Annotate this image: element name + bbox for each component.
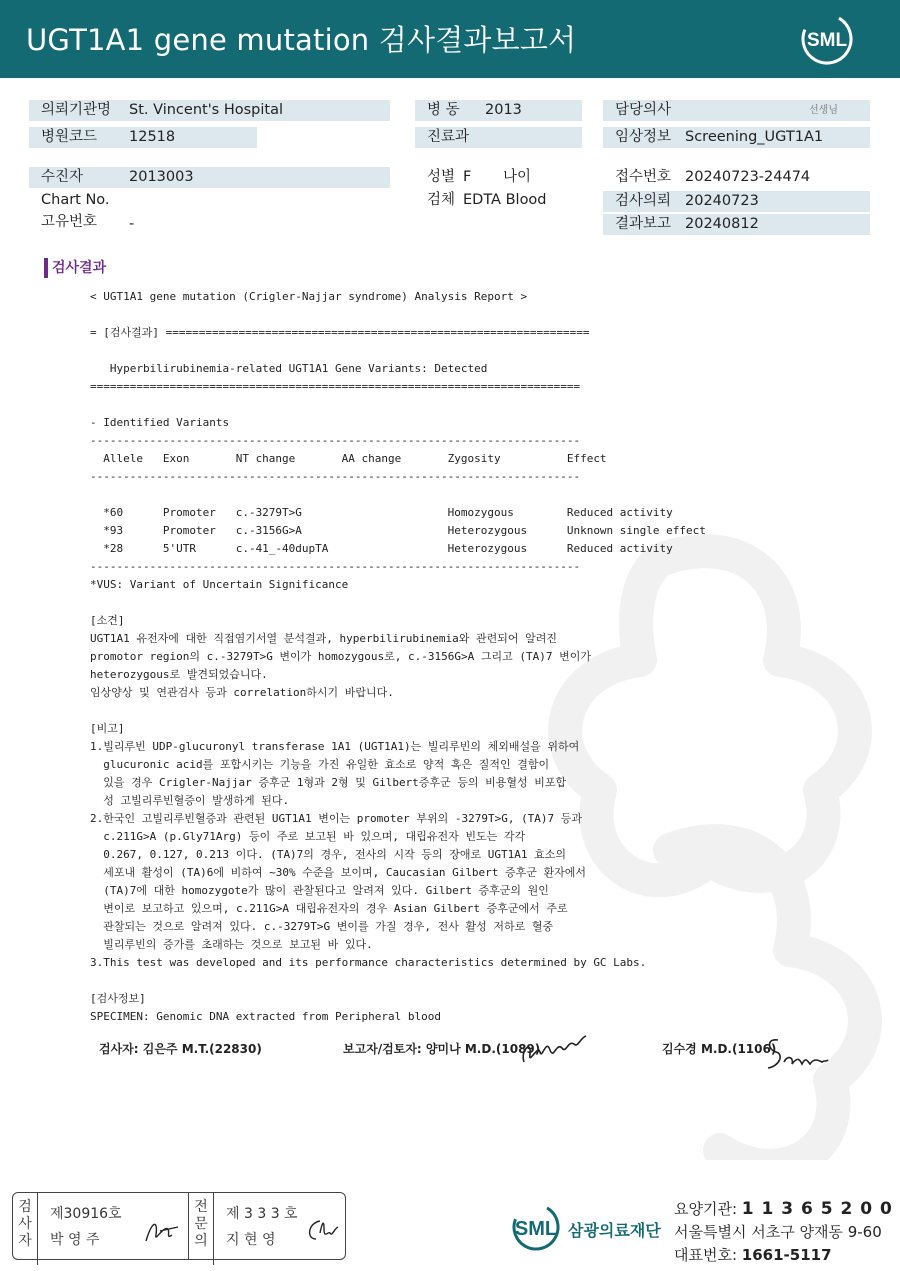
opinion-line: promotor region의 c.-3279T>G 변이가 homozygous로, c.-3156G>A 그리고 (TA)7 변이가 [90,650,591,663]
footer-org-name: 삼광의료재단 [568,1221,661,1240]
chart-field [29,190,390,211]
tester-stamp-signature-icon [142,1215,182,1245]
request-label: 검사의뢰 [615,193,672,209]
third-handwritten-signature-icon [764,1032,830,1074]
tester-license-name: 박 영 주 [50,1232,100,1248]
tester-license-number: 제30916호 [50,1206,122,1222]
report-heading: < UGT1A1 gene mutation (Crigler-Najjar syndrome) Analysis Report > [90,290,528,303]
clinical-value: Screening_UGT1A1 [685,129,824,145]
dash-separator: -------------------------------------------------------------------------- [90,434,581,447]
hospital-code-field [29,127,257,148]
specimen-value: EDTA Blood [463,192,547,208]
equals-separator: ========================================================================== [90,380,581,393]
remarks-line: 0.267, 0.127, 0.213 이다. (TA)7의 경우, 전사의 시작 등의 장애로 UGT1A1 효소의 [90,848,567,861]
dept-label: 진료과 [427,129,470,145]
detected-line: Hyperbilirubinemia-related UGT1A1 Gene Variants: Detected [90,362,488,375]
receipt-label: 접수번호 [615,169,672,185]
ward-value: 2013 [485,102,522,118]
ward-label: 병 동 [427,102,460,118]
sex-age-field [415,167,595,188]
footer-address: 서울특별시 서초구 양재동 9-60 [674,1223,882,1241]
variant-table-header: Allele Exon NT change AA change Zygosity Effect [90,452,607,465]
unique-value: - [129,216,135,232]
license-stamp-box [12,1192,346,1260]
tester-vertical-label: 검 사 자 [13,1193,38,1265]
reporter-handwritten-signature-icon [518,1030,588,1070]
remarks-line: glucuronic acid를 포합시키는 기능을 가진 유일한 효소로 양적 혹은 질적인 결함이 [90,758,550,771]
remarks-line: 변이로 보고하고 있으며, c.211G>A 대립유전자의 경우 Asian Gilbert 증후군에서 주로 [90,902,568,915]
clinical-field [603,127,870,148]
dash-separator: -------------------------------------------------------------------------- [90,560,581,573]
opinion-line: 임상양상 및 연관검사 등과 correlation하시기 바랍니다. [90,686,394,699]
remarks-line: 있을 경우 Crigler-Najjar 증후군 1형과 2형 및 Gilbert증후군 등의 비용혈성 비포합 [90,776,567,789]
remarks-line: 관찰되는 것으로 알려져 있다. c.-3279T>G 변이를 가질 경우, 전사 활성 저하로 혈중 [90,920,554,933]
hospital-field [29,100,390,121]
hospital-code-label: 병원코드 [41,129,98,145]
vus-note: *VUS: Variant of Uncertain Significance [90,578,349,591]
footer-phone [674,1244,832,1265]
report-header [0,0,900,78]
specialist-license-name: 지 현 영 [226,1232,276,1248]
clinical-label: 임상정보 [615,129,672,145]
remarks-title: [비고] [90,722,125,735]
svg-text:SML: SML [514,1218,558,1240]
opinion-line: UGT1A1 유전자에 대한 직접염기서열 분석결과, hyperbilirubinemia와 관련되어 알려진 [90,632,557,645]
doctor-label: 담당의사 [615,102,672,118]
chart-label: Chart No. [41,192,110,208]
receipt-field [603,167,870,188]
variant-row: *93 Promoter c.-3156G>A Heterozygous Unknown single effect [90,524,706,537]
doctor-field [603,100,870,121]
remarks-line: 성 고빌리루빈혈증이 발생하게 된다. [90,794,290,807]
third-signature: 김수경 M.D.(1106) [662,1042,777,1056]
reporter-signature: 보고자/검토자: 양미나 M.D.(1089) [343,1042,541,1056]
specimen-field [415,190,595,211]
footer-phone-value: 1661-5117 [741,1246,832,1264]
ward-field [415,100,582,121]
specialist-license-cell [214,1193,344,1259]
variant-row: *28 5'UTR c.-41_-40dupTA Heterozygous Reduced activity [90,542,673,555]
dept-field [415,127,582,148]
remarks-line: 2.한국인 고빌리루빈혈증과 관련된 UGT1A1 변이는 promoter 부위의 -3279T>G, (TA)7 등과 [90,812,583,825]
specimen-label: 검체 [427,192,456,208]
patient-value: 2013003 [129,169,194,185]
footer-code-value: 1 1 3 6 5 2 0 0 [741,1199,893,1219]
specialist-vertical-label: 전 문 의 [189,1193,214,1265]
specimen-info: SPECIMEN: Genomic DNA extracted from Peripheral blood [90,1010,441,1023]
remarks-line: c.211G>A (p.Gly71Arg) 등이 주로 보고된 바 있으며, 대립유전자 빈도는 각각 [90,830,526,843]
report-date-value: 20240812 [685,216,759,232]
report-date-field [603,214,870,235]
tester-license-cell [38,1193,189,1259]
result-line: = [검사결과] ================================================================ [90,326,590,339]
receipt-value: 20240723-24474 [685,169,811,185]
hospital-value: St. Vincent's Hospital [129,102,284,118]
doctor-suffix: 선생님 [809,105,838,116]
hospital-label: 의뢰기관명 [41,102,112,118]
footer-code-label: 요양기관: [674,1200,738,1218]
request-field [603,191,870,212]
specialist-stamp-signature-icon [304,1215,340,1245]
remarks-line: (TA)7에 대한 homozygote가 많이 관찰된다고 알려져 있다. Gilbert 증후군의 원인 [90,884,549,897]
age-label: 나이 [503,169,532,185]
patient-label: 수진자 [41,169,84,185]
sml-logo-icon [800,12,854,66]
variants-title: - Identified Variants [90,416,230,429]
dash-separator: -------------------------------------------------------------------------- [90,470,581,483]
tester-signature: 검사자: 김은주 M.T.(22830) [99,1042,262,1056]
info-title: [검사정보] [90,992,146,1005]
patient-field [29,167,390,188]
footer-code [674,1198,893,1219]
sex-value: F [463,169,472,185]
hospital-code-value: 12518 [129,129,176,145]
remarks-line: 3.This test was developed and its performance characteristics determined by GC Labs. [90,956,647,969]
section-marker [44,258,48,278]
opinion-title: [소견] [90,614,125,627]
report-title: UGT1A1 gene mutation 검사결과보고서 [26,23,577,57]
section-title: 검사결과 [52,260,107,276]
report-body [90,288,730,1026]
variant-row: *60 Promoter c.-3279T>G Homozygous Reduced activity [90,506,673,519]
unique-field [29,212,390,233]
footer-phone-label: 대표번호: [674,1246,738,1264]
unique-label: 고유번호 [41,214,98,230]
request-value: 20240723 [685,193,759,209]
remarks-line: 1.빌리루빈 UDP-glucuronyl transferase 1A1 (UGT1A1)는 빌리루빈의 체외배설을 위하여 [90,740,580,753]
report-date-label: 결과보고 [615,216,672,232]
sex-label: 성별 [427,169,456,185]
specialist-license-number: 제 3 3 3 호 [226,1206,298,1222]
svg-text:SML: SML [806,30,848,51]
remarks-line: 빌리루빈의 증가를 초래하는 것으로 보고된 바 있다. [90,938,373,951]
remarks-line: 세포내 활성이 (TA)6에 비하여 ~30% 수준을 보이며, Caucasian Gilbert 증후군 환자에서 [90,866,587,879]
opinion-line: heterozygous로 발견되었습니다. [90,668,268,681]
sml-footer-logo-icon [512,1200,566,1254]
